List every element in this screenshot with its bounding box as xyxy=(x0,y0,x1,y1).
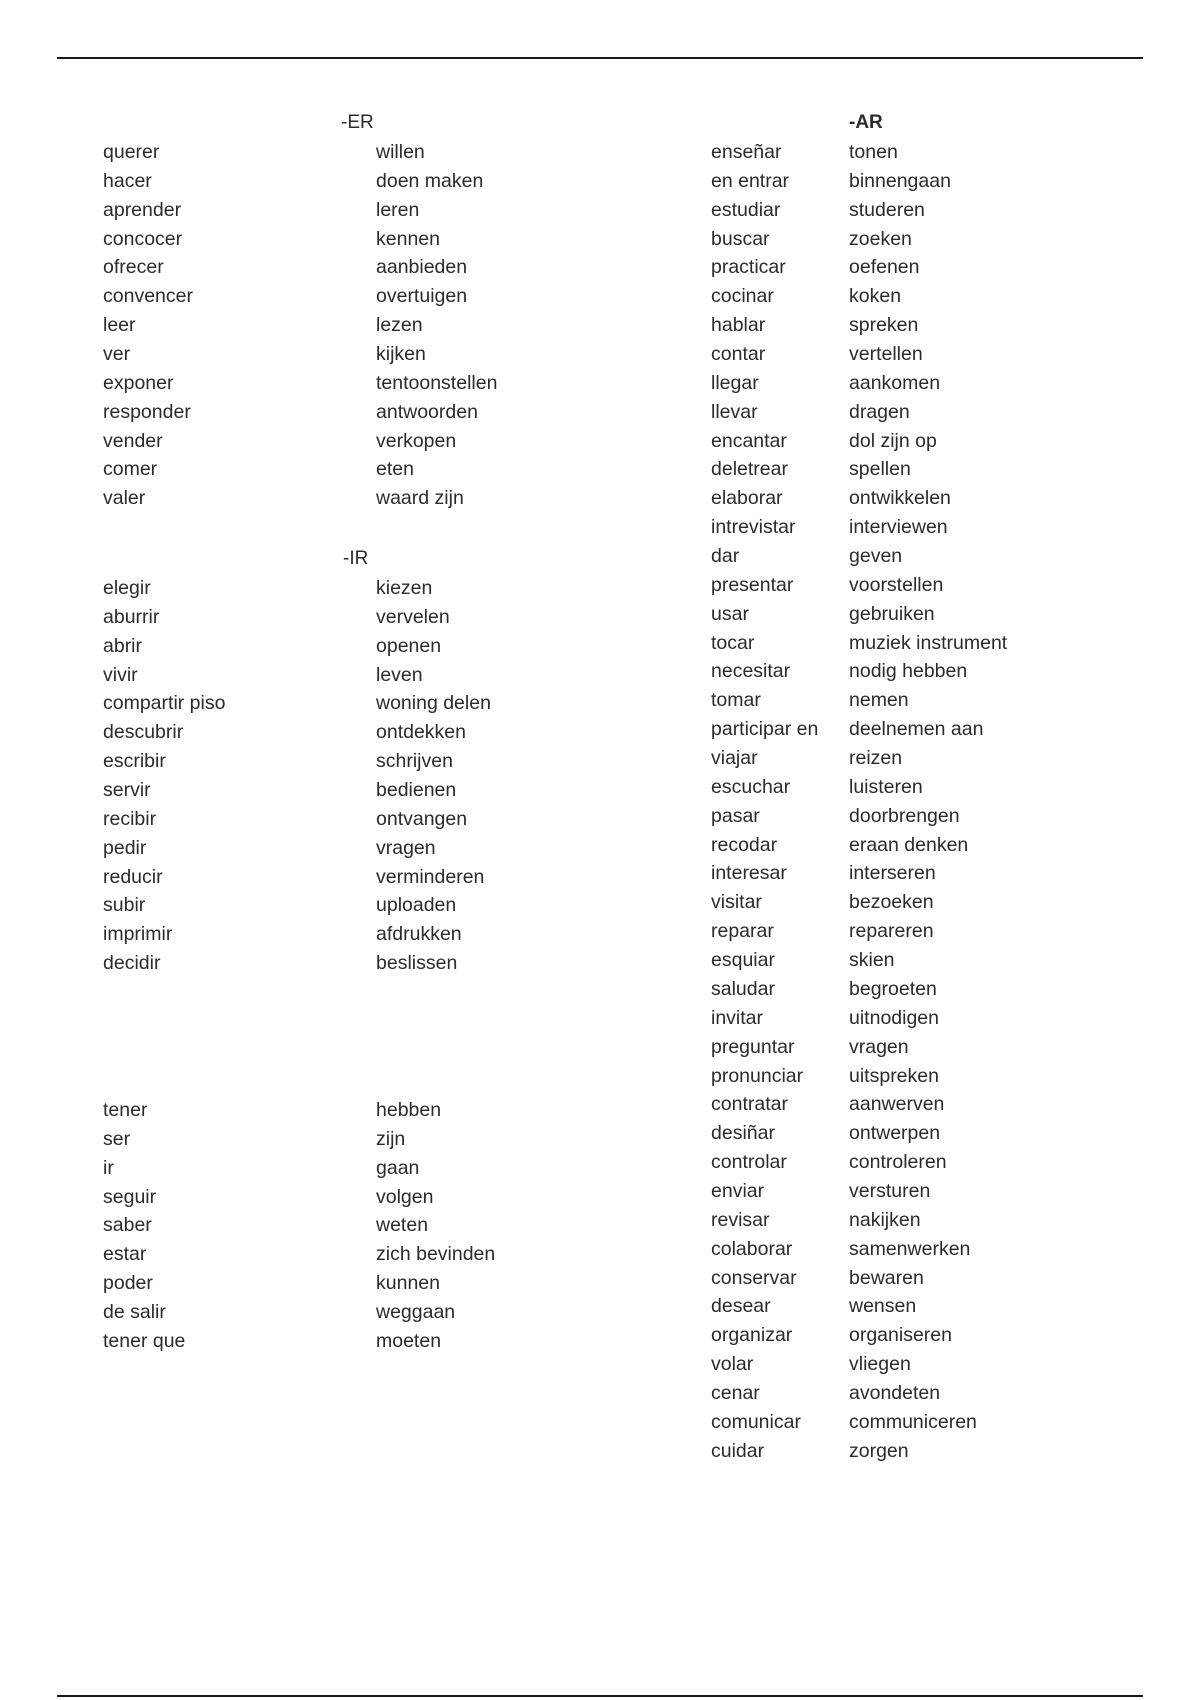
ar-spanish-word: estudiar xyxy=(711,198,781,221)
ar-spanish-word: preguntar xyxy=(711,1035,795,1058)
irregular-spanish-word: tener que xyxy=(103,1329,186,1352)
ar-spanish-word: esquiar xyxy=(711,949,775,972)
er-header: -ER xyxy=(341,112,374,133)
ar-spanish-word: organizar xyxy=(711,1324,793,1347)
er-spanish-word: leer xyxy=(103,314,136,337)
ir-dutch-word: schrijven xyxy=(376,750,453,773)
er-spanish-word: valer xyxy=(103,487,146,510)
ir-spanish-word: reducir xyxy=(103,865,163,888)
er-dutch-word: waard zijn xyxy=(376,487,464,510)
ar-spanish-word: llegar xyxy=(711,371,759,394)
er-spanish-word: convencer xyxy=(103,285,193,308)
ir-dutch-word: beslissen xyxy=(376,952,458,975)
er-spanish-word: ofrecer xyxy=(103,256,164,279)
irregular-spanish-word: seguir xyxy=(103,1185,157,1208)
ar-dutch-word: zorgen xyxy=(849,1439,909,1462)
ar-spanish-word: hablar xyxy=(711,314,766,337)
ar-spanish-word: participar en xyxy=(711,718,819,741)
ir-spanish-word: decidir xyxy=(103,952,161,975)
ar-spanish-word: comunicar xyxy=(711,1410,801,1433)
er-dutch-word: kijken xyxy=(376,343,426,366)
ir-dutch-word: vervelen xyxy=(376,605,450,628)
ir-spanish-word: compartir piso xyxy=(103,692,226,715)
ar-dutch-word: nemen xyxy=(849,689,909,712)
ar-spanish-word: desiñar xyxy=(711,1122,775,1145)
ar-spanish-word: interesar xyxy=(711,862,787,885)
er-dutch-word: kennen xyxy=(376,227,440,250)
ar-header: -AR xyxy=(849,112,883,133)
ar-dutch-word: aanwerven xyxy=(849,1093,945,1116)
ar-spanish-word: pronunciar xyxy=(711,1064,804,1087)
ar-spanish-word: en entrar xyxy=(711,169,790,192)
er-dutch-column xyxy=(376,138,497,513)
er-spanish-word: concocer xyxy=(103,227,183,250)
ar-dutch-word: uitnodigen xyxy=(849,1006,939,1029)
ir-spanish-word: escribir xyxy=(103,750,166,773)
ar-dutch-word: repareren xyxy=(849,920,934,943)
er-dutch-word: verkopen xyxy=(376,429,457,452)
er-dutch-word: doen maken xyxy=(376,169,484,192)
top-rule xyxy=(57,57,1143,59)
ar-dutch-word: organiseren xyxy=(849,1324,952,1347)
ar-spanish-word: conservar xyxy=(711,1266,797,1289)
ar-dutch-word: muziek instrument xyxy=(849,631,1008,654)
ar-dutch-word: spellen xyxy=(849,458,911,481)
ar-spanish-word: cenar xyxy=(711,1381,760,1404)
ar-dutch-word: bewaren xyxy=(849,1266,924,1289)
ar-spanish-word: elaborar xyxy=(711,487,783,510)
ar-spanish-word: deletrear xyxy=(711,458,788,481)
ar-spanish-word: intrevistar xyxy=(711,516,796,539)
ir-spanish-word: recibir xyxy=(103,807,157,830)
ir-spanish-word: descubrir xyxy=(103,721,184,744)
irregular-spanish-word: poder xyxy=(103,1272,153,1295)
ar-dutch-column xyxy=(849,138,1007,1466)
ar-spanish-word: recodar xyxy=(711,833,778,856)
ir-spanish-word: abrir xyxy=(103,634,143,657)
ar-spanish-word: usar xyxy=(711,602,749,625)
er-dutch-word: lezen xyxy=(376,314,423,337)
irregular-dutch-word: kunnen xyxy=(376,1272,440,1295)
ir-spanish-word: subir xyxy=(103,894,146,917)
ar-spanish-column xyxy=(711,138,818,1466)
ar-spanish-word: necesitar xyxy=(711,660,791,683)
ar-dutch-word: avondeten xyxy=(849,1381,941,1404)
irregular-spanish-word: estar xyxy=(103,1243,147,1266)
ir-dutch-word: uploaden xyxy=(376,894,457,917)
irregular-dutch-word: zich bevinden xyxy=(376,1243,496,1266)
ar-spanish-word: desear xyxy=(711,1295,771,1318)
irregular-spanish-word: tener xyxy=(103,1099,148,1121)
ar-spanish-word: practicar xyxy=(711,256,786,279)
ar-dutch-word: nakijken xyxy=(849,1208,921,1231)
irregular-dutch-word: zijn xyxy=(376,1127,406,1150)
ar-dutch-word: aankomen xyxy=(849,371,941,394)
ir-dutch-word: bedienen xyxy=(376,779,457,802)
ar-spanish-word: encantar xyxy=(711,429,787,452)
ir-dutch-word: afdrukken xyxy=(376,923,462,946)
ar-dutch-word: reizen xyxy=(849,747,903,770)
ar-spanish-word: dar xyxy=(711,545,740,568)
ir-spanish-word: elegir xyxy=(103,577,151,599)
ar-dutch-word: dragen xyxy=(849,400,910,423)
ir-header: -IR xyxy=(343,548,369,569)
ar-dutch-word: ontwikkelen xyxy=(849,487,951,510)
ar-dutch-word: vertellen xyxy=(849,343,923,366)
ir-spanish-word: pedir xyxy=(103,836,147,859)
irregular-dutch-word: moeten xyxy=(376,1329,442,1352)
irregular-dutch-word: volgen xyxy=(376,1185,434,1208)
ar-spanish-word: escuchar xyxy=(711,775,791,798)
ar-spanish-word: reparar xyxy=(711,920,774,943)
ar-spanish-word: colaborar xyxy=(711,1237,793,1260)
er-dutch-word: antwoorden xyxy=(376,400,478,423)
irregular-spanish-word: saber xyxy=(103,1214,152,1237)
ar-spanish-word: tomar xyxy=(711,689,761,712)
er-spanish-word: ver xyxy=(103,343,131,366)
ar-spanish-word: llevar xyxy=(711,400,758,423)
ar-dutch-word: communiceren xyxy=(849,1410,977,1433)
ar-dutch-word: interviewen xyxy=(849,516,948,539)
ar-spanish-word: enseñar xyxy=(711,141,782,163)
er-dutch-word: eten xyxy=(376,458,414,481)
ar-dutch-word: deelnemen aan xyxy=(849,718,984,741)
er-spanish-word: aprender xyxy=(103,198,182,221)
ar-spanish-word: invitar xyxy=(711,1006,764,1029)
er-spanish-word: vender xyxy=(103,429,163,452)
ar-dutch-word: voorstellen xyxy=(849,573,944,596)
ir-dutch-word: openen xyxy=(376,634,442,657)
ir-dutch-word: verminderen xyxy=(376,865,485,888)
ar-dutch-word: tonen xyxy=(849,141,898,163)
ar-dutch-word: samenwerken xyxy=(849,1237,971,1260)
ar-spanish-word: buscar xyxy=(711,227,770,250)
ar-dutch-word: wensen xyxy=(849,1295,917,1318)
irregular-dutch-word: gaan xyxy=(376,1156,420,1179)
bottom-rule xyxy=(57,1695,1143,1697)
er-dutch-word: tentoonstellen xyxy=(376,371,498,394)
ar-spanish-word: volar xyxy=(711,1353,754,1376)
ar-spanish-word: visitar xyxy=(711,891,762,914)
ar-spanish-word: presentar xyxy=(711,573,794,596)
ar-spanish-word: enviar xyxy=(711,1179,765,1202)
ar-dutch-word: zoeken xyxy=(849,227,912,250)
er-dutch-word: overtuigen xyxy=(376,285,468,308)
ar-dutch-word: koken xyxy=(849,285,902,308)
er-dutch-word: willen xyxy=(376,141,425,163)
ar-dutch-word: eraan denken xyxy=(849,833,969,856)
ar-spanish-word: controlar xyxy=(711,1151,787,1174)
ar-dutch-word: gebruiken xyxy=(849,602,935,625)
ar-dutch-word: vragen xyxy=(849,1035,909,1058)
ar-spanish-word: tocar xyxy=(711,631,755,654)
irregular-dutch-word: weggaan xyxy=(376,1301,456,1324)
irregular-dutch-word: hebben xyxy=(376,1099,442,1121)
er-spanish-word: responder xyxy=(103,400,191,423)
ir-spanish-word: aburrir xyxy=(103,605,160,628)
ar-dutch-word: luisteren xyxy=(849,775,923,798)
ar-spanish-word: cuidar xyxy=(711,1439,765,1462)
irregular-spanish-word: ir xyxy=(103,1156,114,1179)
ar-dutch-word: skien xyxy=(849,949,895,972)
ir-spanish-word: imprimir xyxy=(103,923,173,946)
ir-dutch-column xyxy=(376,574,491,978)
ar-dutch-word: ontwerpen xyxy=(849,1122,941,1145)
er-spanish-word: exponer xyxy=(103,371,174,394)
ar-dutch-word: oefenen xyxy=(849,256,920,279)
ir-dutch-word: vragen xyxy=(376,836,436,859)
ar-spanish-word: saludar xyxy=(711,977,775,1000)
irregular-dutch-word: weten xyxy=(376,1214,429,1237)
ar-dutch-word: versturen xyxy=(849,1179,931,1202)
er-spanish-word: hacer xyxy=(103,169,152,192)
ar-dutch-word: nodig hebben xyxy=(849,660,968,683)
ar-spanish-word: cocinar xyxy=(711,285,774,308)
irregular-spanish-word: ser xyxy=(103,1127,131,1150)
ar-dutch-word: doorbrengen xyxy=(849,804,960,827)
er-dutch-word: leren xyxy=(376,198,420,221)
ar-dutch-word: bezoeken xyxy=(849,891,934,914)
ar-dutch-word: binnengaan xyxy=(849,169,951,192)
ar-dutch-word: studeren xyxy=(849,198,925,221)
ir-dutch-word: ontvangen xyxy=(376,807,468,830)
ar-spanish-word: viajar xyxy=(711,747,758,770)
er-spanish-column xyxy=(103,138,193,513)
ir-dutch-word: leven xyxy=(376,663,423,686)
ar-dutch-word: interseren xyxy=(849,862,936,885)
irregular-spanish-column xyxy=(103,1096,185,1356)
er-spanish-word: comer xyxy=(103,458,158,481)
ar-dutch-word: geven xyxy=(849,545,903,568)
ir-dutch-word: kiezen xyxy=(376,577,433,599)
ir-dutch-word: woning delen xyxy=(376,692,491,715)
er-dutch-word: aanbieden xyxy=(376,256,468,279)
ir-dutch-word: ontdekken xyxy=(376,721,466,744)
ar-dutch-word: controleren xyxy=(849,1151,947,1174)
ar-spanish-word: pasar xyxy=(711,804,760,827)
ar-spanish-word: contratar xyxy=(711,1093,788,1116)
ir-spanish-word: servir xyxy=(103,779,151,802)
ar-dutch-word: spreken xyxy=(849,314,919,337)
ir-spanish-column xyxy=(103,574,225,978)
irregular-dutch-column xyxy=(376,1096,495,1356)
ir-spanish-word: vivir xyxy=(103,663,138,686)
irregular-spanish-word: de salir xyxy=(103,1301,166,1324)
ar-dutch-word: uitspreken xyxy=(849,1064,939,1087)
ar-spanish-word: contar xyxy=(711,343,766,366)
ar-dutch-word: begroeten xyxy=(849,977,937,1000)
ar-dutch-word: dol zijn op xyxy=(849,429,937,452)
ar-dutch-word: vliegen xyxy=(849,1353,911,1376)
ar-spanish-word: revisar xyxy=(711,1208,770,1231)
er-spanish-word: querer xyxy=(103,141,160,163)
